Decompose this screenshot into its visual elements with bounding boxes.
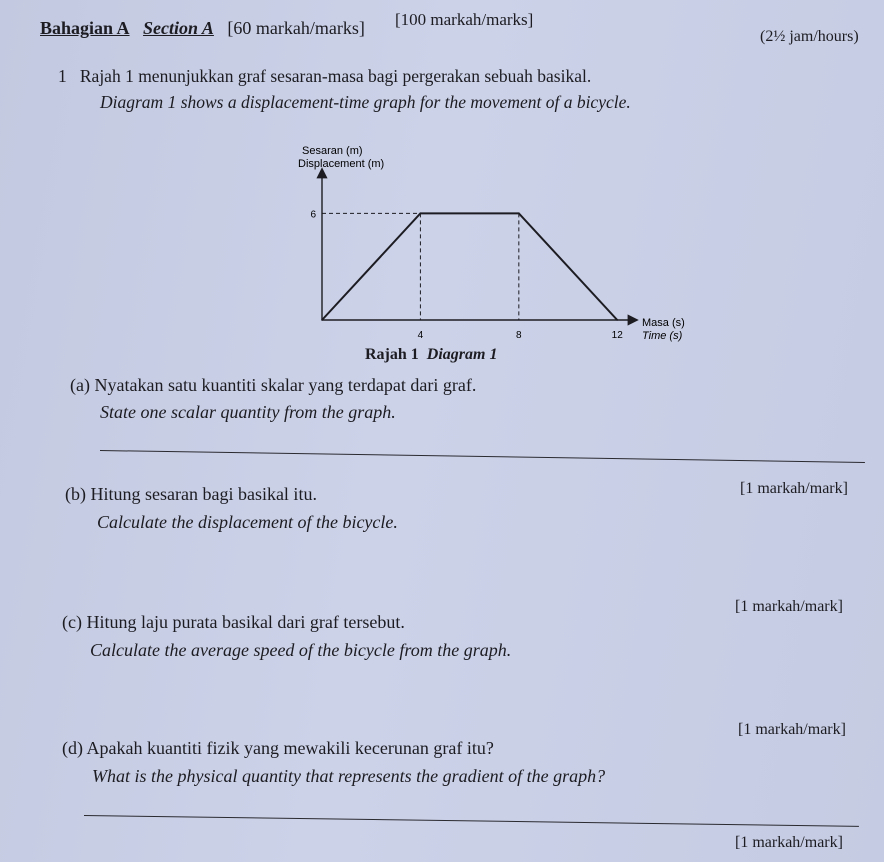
y-axis-title-ms: Sesaran (m) <box>302 145 363 157</box>
y-tick-label: 6 <box>310 209 316 221</box>
part-c-marks: [1 markah/mark] <box>738 721 846 738</box>
question-number: 1 <box>58 66 67 86</box>
question-text-en: Diagram 1 shows a displacement-time graph for the movement of a bicycle. <box>100 92 631 112</box>
part-c-question-ms: (c) Hitung laju purata basikal dari graf tersebut. <box>62 612 405 632</box>
figure-caption <box>365 346 497 364</box>
section-marks: [60 markah/marks] <box>227 18 365 38</box>
part-b-question-ms: (b) Hitung sesaran bagi basikal itu. <box>65 484 317 504</box>
displacement-time-graph <box>280 140 685 355</box>
caption-ms: Rajah 1 <box>365 346 419 363</box>
part-c-question-en: Calculate the average speed of the bicycle from the graph. <box>90 640 512 660</box>
x-axis-title-ms: Masa (s) <box>642 317 685 329</box>
part-d-question-ms: (d) Apakah kuantiti fizik yang mewakili kecerunan graf itu? <box>62 738 494 758</box>
total-marks: [100 markah/marks] <box>395 10 534 29</box>
series-line <box>322 213 617 320</box>
x-tick-label: 12 <box>611 330 623 341</box>
data-point <box>321 319 323 321</box>
x-axis-title-en: Time (s) <box>642 330 683 342</box>
x-tick-label: 4 <box>417 330 424 341</box>
data-point <box>518 213 520 215</box>
question-text-ms: Rajah 1 menunjukkan graf sesaran-masa bagi pergerakan sebuah basikal. <box>79 66 592 86</box>
x-tick-label: 8 <box>516 330 522 341</box>
part-d-marks: [1 markah/mark] <box>735 834 843 851</box>
part-a-question-ms: (a) Nyatakan satu kuantiti skalar yang terdapat dari graf. <box>70 375 477 395</box>
section-heading <box>40 18 365 39</box>
section-label-en: Section A <box>143 18 214 38</box>
part-a-question-en: State one scalar quantity from the graph. <box>100 402 396 422</box>
part-a-marks: [1 markah/mark] <box>740 480 848 497</box>
data-point <box>616 319 618 321</box>
part-b-question-en: Calculate the displacement of the bicycle. <box>97 512 398 532</box>
part-b-marks: [1 markah/mark] <box>735 598 843 615</box>
part-d-question-en: What is the physical quantity that represents the gradient of the graph? <box>92 766 606 786</box>
section-label-ms: Bahagian A <box>40 18 130 38</box>
y-axis-title-en: Displacement (m) <box>298 158 385 170</box>
question-stem-ms <box>58 66 591 87</box>
caption-en: Diagram 1 <box>426 346 498 363</box>
data-point <box>420 213 422 215</box>
exam-duration: (2½ jam/hours) <box>760 28 859 45</box>
